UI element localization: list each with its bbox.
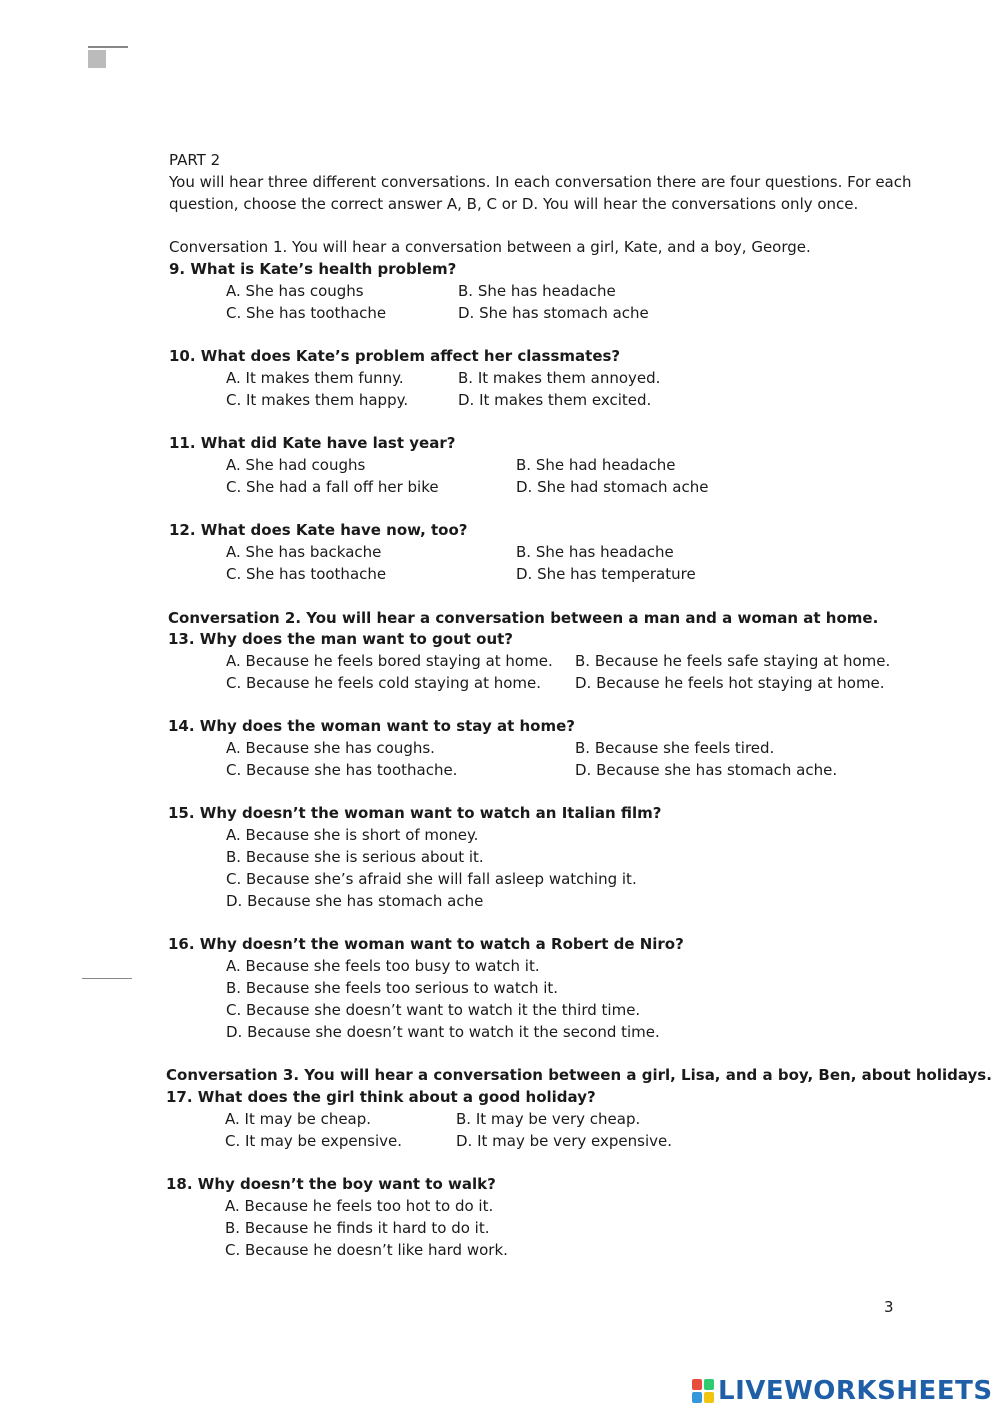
q15-option-d[interactable]: D. Because she has stomach ache [226, 892, 484, 910]
q12-option-b[interactable]: B. She has headache [516, 543, 674, 561]
question-11: 11. What did Kate have last year? [169, 434, 456, 452]
page-number: 3 [884, 1298, 894, 1316]
question-13: 13. Why does the man want to gout out? [168, 630, 513, 648]
q12-option-d[interactable]: D. She has temperature [516, 565, 696, 583]
q13-option-a[interactable]: A. Because he feels bored staying at home. [226, 652, 553, 670]
q17-option-d[interactable]: D. It may be very expensive. [456, 1132, 672, 1150]
instructions-line-2: question, choose the correct answer A, B, C or D. You will hear the conversations only once. [169, 195, 859, 213]
q12-option-c[interactable]: C. She has toothache [226, 565, 387, 583]
q9-option-d[interactable]: D. She has stomach ache [458, 304, 649, 322]
q10-option-a[interactable]: A. It makes them funny. [226, 369, 404, 387]
q10-option-d[interactable]: D. It makes them excited. [458, 391, 652, 409]
q16-option-b[interactable]: B. Because she feels too serious to watch it. [226, 979, 559, 997]
question-10: 10. What does Kate’s problem affect her classmates? [169, 347, 621, 365]
q16-option-c[interactable]: C. Because she doesn’t want to watch it the third time. [226, 1001, 641, 1019]
question-15: 15. Why doesn’t the woman want to watch an Italian film? [168, 804, 662, 822]
question-12: 12. What does Kate have now, too? [169, 521, 468, 539]
q12-option-a[interactable]: A. She has backache [226, 543, 382, 561]
q10-option-b[interactable]: B. It makes them annoyed. [458, 369, 661, 387]
q13-option-b[interactable]: B. Because he feels safe staying at home. [575, 652, 891, 670]
q18-option-c[interactable]: C. Because he doesn’t like hard work. [225, 1241, 508, 1259]
q9-option-c[interactable]: C. She has toothache [226, 304, 387, 322]
scan-artifact [82, 978, 132, 979]
q9-option-a[interactable]: A. She has coughs [226, 282, 364, 300]
q11-option-b[interactable]: B. She had headache [516, 456, 676, 474]
conversation-1-heading: Conversation 1. You will hear a conversation between a girl, Kate, and a boy, George. [169, 238, 811, 256]
q14-option-b[interactable]: B. Because she feels tired. [575, 739, 775, 757]
q17-option-a[interactable]: A. It may be cheap. [225, 1110, 372, 1128]
instructions-line-1: You will hear three different conversations. In each conversation there are four questions. For each [169, 173, 912, 191]
q11-option-d[interactable]: D. She had stomach ache [516, 478, 709, 496]
question-16: 16. Why doesn’t the woman want to watch a Robert de Niro? [168, 935, 684, 953]
q9-option-b[interactable]: B. She has headache [458, 282, 616, 300]
question-18: 18. Why doesn’t the boy want to walk? [166, 1175, 496, 1193]
q14-option-c[interactable]: C. Because she has toothache. [226, 761, 458, 779]
q13-option-d[interactable]: D. Because he feels hot staying at home. [575, 674, 885, 692]
q16-option-d[interactable]: D. Because she doesn’t want to watch it the second time. [226, 1023, 660, 1041]
scan-artifact [88, 50, 106, 68]
scan-artifact [88, 46, 128, 48]
question-9: 9. What is Kate’s health problem? [169, 260, 457, 278]
q18-option-b[interactable]: B. Because he finds it hard to do it. [225, 1219, 490, 1237]
liveworksheets-brand[interactable] [692, 1374, 993, 1408]
q14-option-d[interactable]: D. Because she has stomach ache. [575, 761, 838, 779]
q10-option-c[interactable]: C. It makes them happy. [226, 391, 409, 409]
q17-option-b[interactable]: B. It may be very cheap. [456, 1110, 641, 1128]
q15-option-a[interactable]: A. Because she is short of money. [226, 826, 479, 844]
brand-name: LIVEWORKSHEETS [718, 1376, 993, 1406]
q17-option-c[interactable]: C. It may be expensive. [225, 1132, 403, 1150]
q16-option-a[interactable]: A. Because she feels too busy to watch it. [226, 957, 540, 975]
part-title: PART 2 [169, 151, 221, 169]
q11-option-a[interactable]: A. She had coughs [226, 456, 366, 474]
question-17: 17. What does the girl think about a good holiday? [166, 1088, 596, 1106]
question-14: 14. Why does the woman want to stay at home? [168, 717, 575, 735]
q15-option-b[interactable]: B. Because she is serious about it. [226, 848, 484, 866]
conversation-3-heading: Conversation 3. You will hear a conversation between a girl, Lisa, and a boy, Ben, about holidays. [166, 1066, 992, 1084]
conversation-2-heading: Conversation 2. You will hear a conversation between a man and a woman at home. [168, 609, 879, 627]
q14-option-a[interactable]: A. Because she has coughs. [226, 739, 435, 757]
q15-option-c[interactable]: C. Because she’s afraid she will fall asleep watching it. [226, 870, 637, 888]
q11-option-c[interactable]: C. She had a fall off her bike [226, 478, 439, 496]
q13-option-c[interactable]: C. Because he feels cold staying at home. [226, 674, 542, 692]
q18-option-a[interactable]: A. Because he feels too hot to do it. [225, 1197, 494, 1215]
liveworksheets-logo-icon [692, 1379, 714, 1403]
